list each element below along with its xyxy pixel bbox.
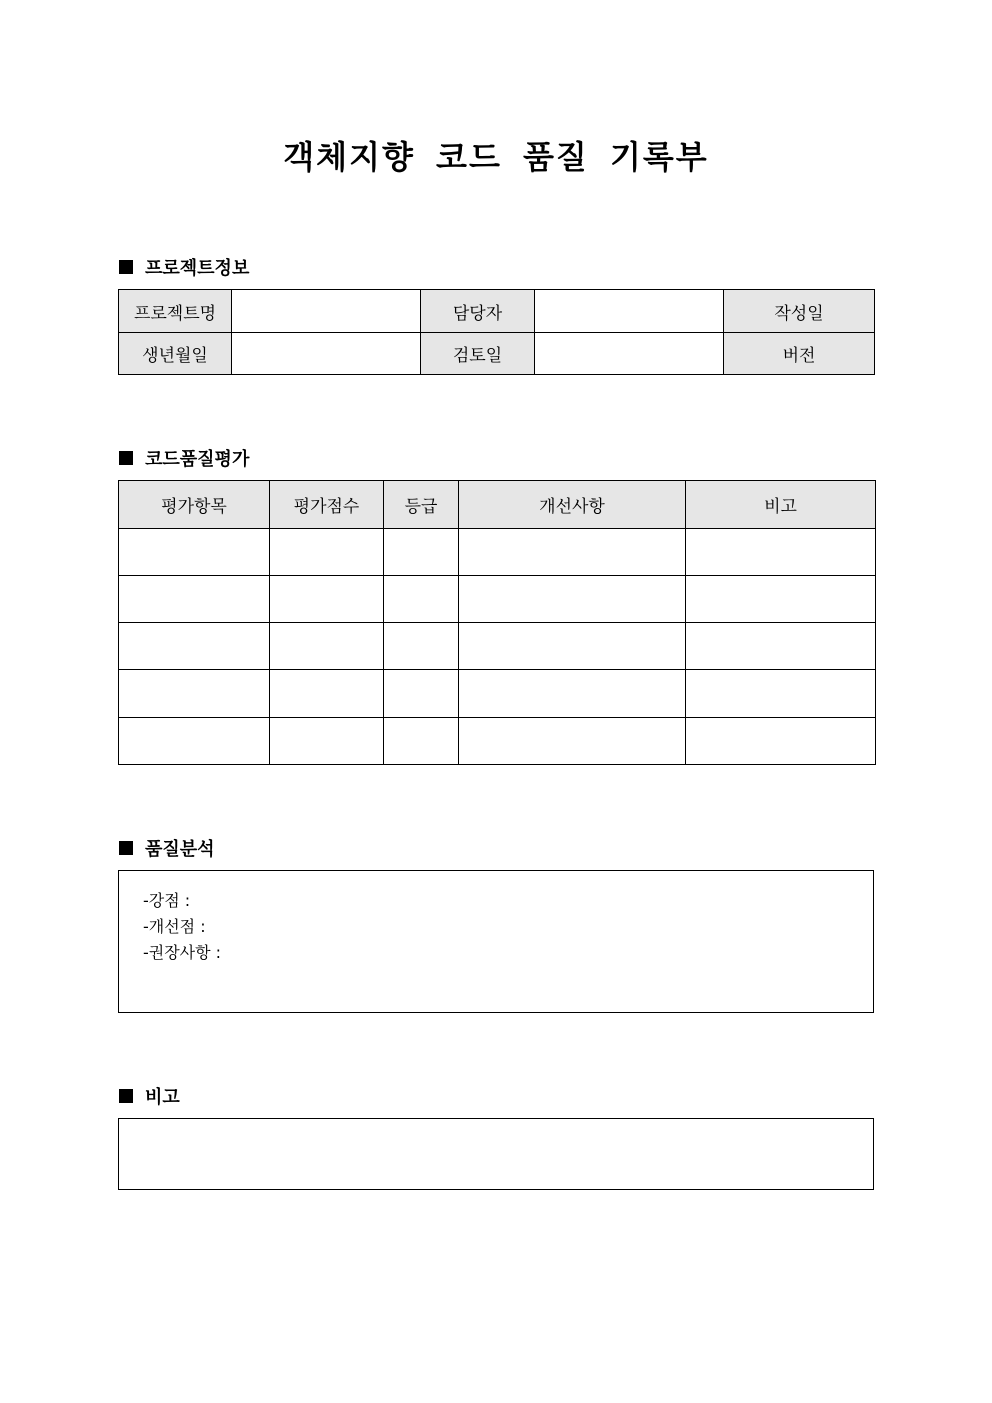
table-row <box>119 576 876 623</box>
column-header-improvement: 개선사항 <box>459 481 686 529</box>
review-date-label: 검토일 <box>421 333 535 375</box>
item-cell[interactable] <box>119 623 270 670</box>
improvements-line: -개선점 : <box>143 917 206 936</box>
analysis-box[interactable] <box>118 870 874 1013</box>
section-heading-evaluation <box>119 445 249 471</box>
item-cell[interactable] <box>119 670 270 718</box>
table-row <box>119 623 876 670</box>
square-bullet-icon <box>119 451 133 465</box>
column-header-score: 평가점수 <box>270 481 384 529</box>
remarks-cell[interactable] <box>686 670 876 718</box>
table-row <box>119 718 876 765</box>
improvement-cell[interactable] <box>459 623 686 670</box>
recommendations-line: -권장사항 : <box>143 943 222 962</box>
grade-cell[interactable] <box>384 576 459 623</box>
table-row <box>119 333 875 375</box>
improvement-cell[interactable] <box>459 718 686 765</box>
table-row <box>119 529 876 576</box>
score-cell[interactable] <box>270 718 384 765</box>
manager-label: 담당자 <box>421 290 535 333</box>
project-name-label: 프로젝트명 <box>119 290 232 333</box>
manager-field[interactable] <box>535 290 724 333</box>
score-cell[interactable] <box>270 529 384 576</box>
improvement-cell[interactable] <box>459 670 686 718</box>
remarks-cell[interactable] <box>686 529 876 576</box>
grade-cell[interactable] <box>384 718 459 765</box>
page-title: 객체지향 코드 품질 기록부 <box>283 138 709 176</box>
table-row <box>119 290 875 333</box>
evaluation-table <box>118 480 876 765</box>
item-cell[interactable] <box>119 718 270 765</box>
section-heading-label: 비고 <box>145 1087 180 1108</box>
score-cell[interactable] <box>270 623 384 670</box>
birth-date-field[interactable] <box>232 333 421 375</box>
section-heading-remarks <box>119 1083 180 1109</box>
table-row <box>119 670 876 718</box>
section-heading-analysis <box>119 835 215 861</box>
remarks-cell[interactable] <box>686 623 876 670</box>
review-date-field[interactable] <box>535 333 724 375</box>
remarks-box[interactable] <box>118 1118 874 1190</box>
table-header-row <box>119 481 876 529</box>
column-header-remarks: 비고 <box>686 481 876 529</box>
section-heading-label: 프로젝트정보 <box>145 258 250 279</box>
score-cell[interactable] <box>270 576 384 623</box>
version-label: 버전 <box>724 333 875 375</box>
grade-cell[interactable] <box>384 623 459 670</box>
section-heading-label: 코드품질평가 <box>145 449 250 470</box>
section-heading-project-info <box>119 254 249 280</box>
item-cell[interactable] <box>119 576 270 623</box>
improvement-cell[interactable] <box>459 576 686 623</box>
created-date-label: 작성일 <box>724 290 875 333</box>
project-info-table <box>118 289 875 375</box>
column-header-item: 평가항목 <box>119 481 270 529</box>
grade-cell[interactable] <box>384 529 459 576</box>
section-heading-label: 품질분석 <box>145 839 215 860</box>
grade-cell[interactable] <box>384 670 459 718</box>
improvement-cell[interactable] <box>459 529 686 576</box>
square-bullet-icon <box>119 1089 133 1103</box>
square-bullet-icon <box>119 841 133 855</box>
item-cell[interactable] <box>119 529 270 576</box>
remarks-cell[interactable] <box>686 718 876 765</box>
strengths-line: -강점 : <box>143 891 191 910</box>
remarks-cell[interactable] <box>686 576 876 623</box>
column-header-grade: 등급 <box>384 481 459 529</box>
score-cell[interactable] <box>270 670 384 718</box>
birth-date-label: 생년월일 <box>119 333 232 375</box>
project-name-field[interactable] <box>232 290 421 333</box>
square-bullet-icon <box>119 260 133 274</box>
